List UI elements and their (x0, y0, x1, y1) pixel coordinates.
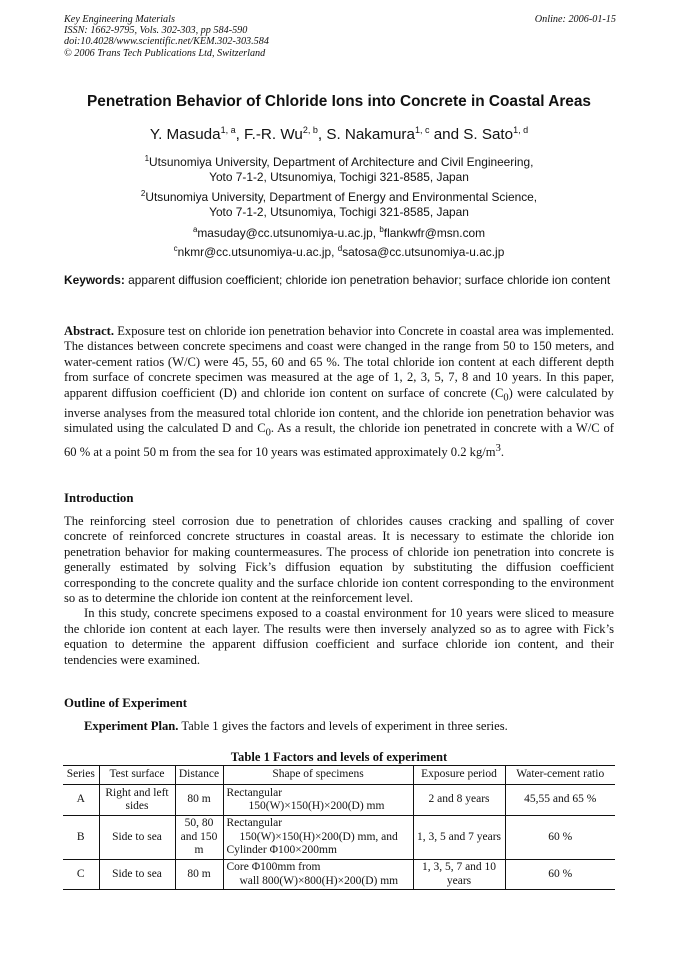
column-header: Water-cement ratio (505, 766, 615, 785)
copyright-line: © 2006 Trans Tech Publications Ltd, Switzerland (64, 47, 266, 59)
exposure-cell: 1, 3, 5 and 7 years (413, 816, 505, 860)
author-name: Y. Masuda (149, 126, 221, 144)
author-name: F.-R. Wu (244, 126, 303, 144)
shape-line: Cylinder Φ100×200mm (226, 844, 337, 857)
affiliation-line: Utsunomiya University, Department of Energy and Environmental Science, (145, 189, 538, 204)
series-cell: B (63, 816, 99, 860)
author-sup: 1, a (220, 125, 236, 135)
column-header: Exposure period (413, 766, 505, 785)
shape-line: 150(W)×150(H)×200(D) mm (248, 800, 385, 812)
table-row (63, 816, 615, 860)
exposure-cell: 2 and 8 years (413, 785, 505, 816)
distance-cell: 80 m (175, 860, 223, 890)
author-sup: 2, b (302, 125, 318, 135)
column-header: Shape of specimens (223, 766, 413, 785)
affiliation-sup: 1 (144, 154, 150, 163)
issn-line: ISSN: 1662-9795, Vols. 302-303, pp 584-590 (64, 25, 248, 37)
shape-line: wall 800(W)×800(H)×200(D) mm (239, 874, 399, 887)
wc-cell: 45,55 and 65 % (505, 785, 615, 816)
column-header: Distance (175, 766, 223, 785)
online-date: Online: 2006-01-15 (534, 14, 616, 25)
exposure-cell: 1, 3, 5, 7 and 10 years (413, 860, 505, 890)
wc-cell: 60 % (505, 816, 615, 860)
email-d[interactable]: satosa@cc.utsunomiya-u.ac.jp (342, 245, 505, 260)
author-list: Y. Masuda$^{1, a}$, F.-R. Wu$^{2, b}$, S. Nakamura$^{1, c}$ and S. Sato$^{1, d}$ (149, 125, 529, 144)
introduction-paragraph: In this study, concrete specimens exposed to a coastal environment for 10 years were sliced to measure the chloride ion content at each layer. The results were then inversely analyzed so as to agree with Fick’s equation to determine the apparent diffusion coefficient and surface chloride ion content, and their tendencies were examined. (64, 606, 614, 667)
affiliation-line: Utsunomiya University, Department of Architecture and Civil Engineering, (149, 154, 534, 169)
journal-header (64, 14, 616, 59)
table-caption: Table 1 Factors and levels of experiment (230, 750, 448, 764)
abstract-text: Exposure test on chloride ion penetration behavior into Concrete in coastal area was implemented. The distances between concrete specimens and coast were changed in the range from 50 to 150 meters, and water-cement ratios (W/C) were 45, 55, 60 and 65 %. The total chloride ion content at each different depth from surface of concrete specimen was measured at the age of 1, 2, 3, 5, 7, 8 and 10 years. In this paper, apparent diffusion coefficient (D) and chloride ion content on surface of concrete (C (64, 324, 614, 400)
affiliation-sup: 2 (140, 189, 146, 198)
column-header: Series (63, 766, 99, 785)
email-list: $^a$masuday@cc.utsunomiya-u.ac.jp, $^b$flankwfr@msn.com $^c$nkmr@cc.utsunomiya-u.ac.jp, $^d$satosa@cc.utsunomiya-u.ac.jp (173, 225, 505, 260)
wc-cell: 60 % (505, 860, 615, 890)
table-row (63, 860, 615, 890)
email-c[interactable]: nkmr@cc.utsunomiya-u.ac.jp, (177, 245, 335, 260)
affiliation-2 (0, 186, 678, 221)
affiliation-1 (0, 151, 678, 186)
author-name: S. Nakamura (326, 126, 415, 144)
surface-cell: Right and left sides (99, 785, 175, 816)
surface-cell: Side to sea (99, 860, 175, 890)
journal-name: Key Engineering Materials (64, 14, 175, 25)
affiliation-address: Yoto 7-1-2, Utsunomiya, Tochigi 321-8585, Japan (209, 205, 469, 220)
affiliation-address: Yoto 7-1-2, Utsunomiya, Tochigi 321-8585, Japan (209, 170, 469, 185)
experiment-plan (64, 719, 614, 734)
series-cell: A (63, 785, 99, 816)
series-cell: C (63, 860, 99, 890)
shape-line: Rectangular (226, 786, 283, 799)
abstract-text: . (500, 445, 504, 460)
email-b[interactable]: flankwfr@msn.com (383, 225, 486, 240)
shape-cell (223, 816, 413, 860)
keywords-text: apparent diffusion coefficient; chloride ion penetration behavior; surface chloride ion content (128, 273, 611, 287)
paper-title: Penetration Behavior of Chloride Ions into Concrete in Coastal Areas (87, 93, 591, 110)
abstract-text: ) were calculated by inverse analyses from the measured total chloride ion content, and the chloride ion penetration behavior was simulated using the calculated D and C (64, 385, 614, 435)
experiment-plan-label: Experiment Plan. (84, 719, 179, 733)
factors-table (63, 765, 615, 890)
table-row (63, 785, 615, 816)
keywords-label: Keywords: (64, 273, 125, 287)
distance-cell: 80 m (175, 785, 223, 816)
shape-line: 150(W)×150(H)×200(D) mm, and (239, 830, 398, 843)
introduction-heading: Introduction (64, 491, 134, 505)
abstract-text: . As a result, the chloride ion penetrated in concrete with a W/C of 60 % at a point 50 m from the sea for 10 years was estimated approximately 0.2 kg/m (64, 420, 614, 460)
abstract: Abstract. Exposure test on chloride ion penetration behavior into Concrete in coastal area was implemented. The distances between concrete specimens and coast were changed in the range from 50 to 150 meters, and water-cement ratios (W/C) were 45, 55, 60 and 65 %. The total chloride ion content at each different depth from surface of concrete specimen was measured at the age of 1, 2, 3, 5, 7, 8 and 10 years. In this paper, apparent diffusion coefficient (D) and chloride ion content on surface of concrete $(C_0)$ were calculated by inverse analyses from the measured total chloride ion content, and the chloride ion penetration behavior was simulated using the calculated D and $C_0$. As a result, the chloride ion penetrated in concrete with a W/C of 60 % at a point 50 m from the sea for 10 years was estimated approximately 0.2 $kg/m^3$. (64, 324, 614, 460)
table-header-row (63, 766, 615, 785)
experiment-plan-text: Table 1 gives the factors and levels of experiment in three series. (181, 719, 508, 733)
email-a[interactable]: masuday@cc.utsunomiya-u.ac.jp, (197, 225, 377, 240)
distance-cell: 50, 80 and 150 m (175, 816, 223, 860)
surface-cell: Side to sea (99, 816, 175, 860)
shape-cell (223, 785, 413, 816)
outline-heading: Outline of Experiment (64, 696, 187, 710)
doi-line: doi:10.4028/www.scientific.net/KEM.302-303.584 (64, 36, 269, 48)
abstract-label: Abstract. (64, 324, 115, 338)
introduction-paragraph: The reinforcing steel corrosion due to penetration of chlorides causes cracking and spalling of cover concrete of reinforced concrete structures in coastal areas. It is necessary to estimate the chloride ion penetration behavior for making countermeasures. The process of chloride ion penetration into concrete is generally estimated by solving Fick’s diffusion equation by substituting the diffusion coefficient corresponding to the concrete quality and the surface chloride ion content corresponding to the environment so as to determine the chloride ion content at the reinforcement level. (64, 514, 614, 606)
author-sup: 1, c (414, 125, 430, 135)
shape-cell (223, 860, 413, 890)
author-name: S. Sato (463, 126, 514, 144)
shape-line: Rectangular (226, 817, 283, 830)
keywords (64, 273, 614, 288)
shape-line: Core Φ100mm from (226, 861, 321, 873)
introduction-body (64, 514, 614, 668)
column-header: Test surface (99, 766, 175, 785)
author-sup: 1, d (513, 125, 529, 135)
